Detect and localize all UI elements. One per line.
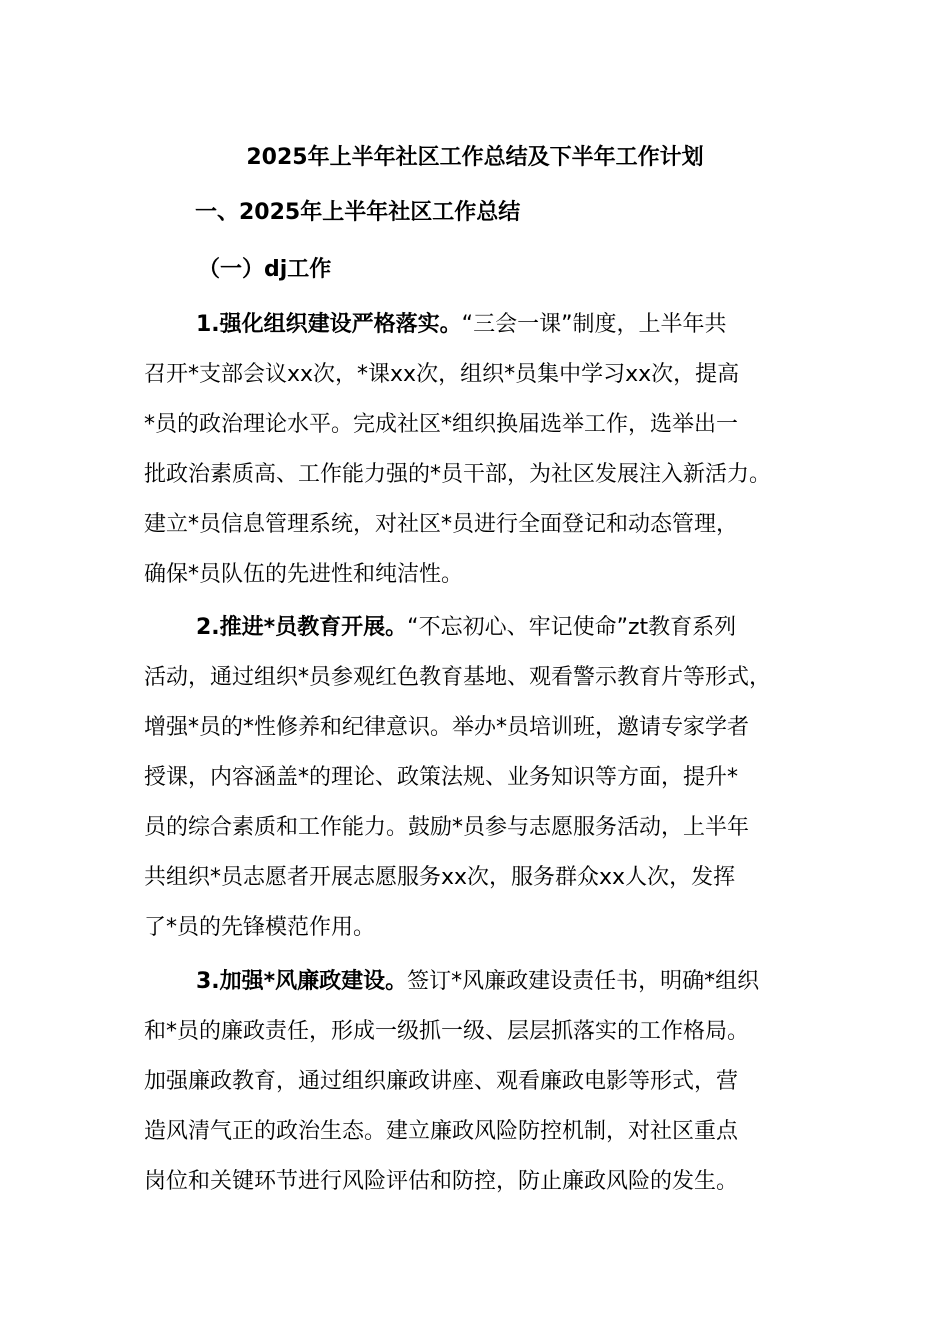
paragraph-integrity-building (144, 957, 834, 1207)
section-heading: 一、2025年上半年社区工作总结 (195, 200, 521, 225)
paragraph-lead: 1.强化组织建设严格落实。 (196, 312, 462, 337)
paragraph-line: 召开*支部会议xx次，*课xx次，组织*员集中学习xx次，提高 (144, 362, 740, 387)
paragraph-line: 共组织*员志愿者开展志愿服务xx次，服务群众xx人次，发挥 (144, 865, 736, 890)
paragraph-member-education (144, 603, 834, 953)
paragraph-line: 加强廉政教育，通过组织廉政讲座、观看廉政电影等形式，营 (144, 1069, 739, 1094)
paragraph-line: 建立*员信息管理系统，对社区*员进行全面登记和动态管理， (144, 512, 739, 537)
paragraph-line: 确保*员队伍的先进性和纯洁性。 (144, 562, 464, 587)
paragraph-line: 活动，通过组织*员参观红色教育基地、观看警示教育片等形式， (144, 665, 772, 690)
paragraph-first-line (144, 957, 834, 1007)
paragraph-line: 员的综合素质和工作能力。鼓励*员参与志愿服务活动，上半年 (144, 815, 750, 840)
document-title: 2025年上半年社区工作总结及下半年工作计划 (246, 145, 704, 170)
paragraph-organization-building (144, 300, 834, 600)
paragraph-first-line (144, 603, 834, 653)
paragraph-line: 岗位和关键环节进行风险评估和防控，防止廉政风险的发生。 (144, 1169, 739, 1194)
paragraph-line: 造风清气正的政治生态。建立廉政风险防控机制，对社区重点 (144, 1119, 739, 1144)
paragraph-first-line (144, 300, 834, 350)
paragraph-line: 增强*员的*性修养和纪律意识。举办*员培训班，邀请专家学者 (144, 715, 750, 740)
paragraph-line: 授课，内容涵盖*的理论、政策法规、业务知识等方面，提升* (144, 765, 739, 790)
paragraph-line: 批政治素质高、工作能力强的*员干部，为社区发展注入新活力。 (144, 462, 772, 487)
paragraph-text: “三会一课”制度，上半年共 (461, 312, 727, 337)
paragraph-line: *员的政治理论水平。完成社区*组织换届选举工作，选举出一 (144, 412, 739, 437)
paragraph-lead: 3.加强*风廉政建设。 (196, 969, 408, 994)
paragraph-text: “不忘初心、牢记使命”zt教育系列 (407, 615, 737, 640)
paragraph-text: 签订*风廉政建设责任书，明确*组织 (407, 969, 760, 994)
paragraph-line: 和*员的廉政责任，形成一级抓一级、层层抓落实的工作格局。 (144, 1019, 750, 1044)
subsection-heading: （一）dj工作 (198, 257, 332, 282)
paragraph-line: 了*员的先锋模范作用。 (144, 915, 376, 940)
paragraph-lead: 2.推进*员教育开展。 (196, 615, 408, 640)
